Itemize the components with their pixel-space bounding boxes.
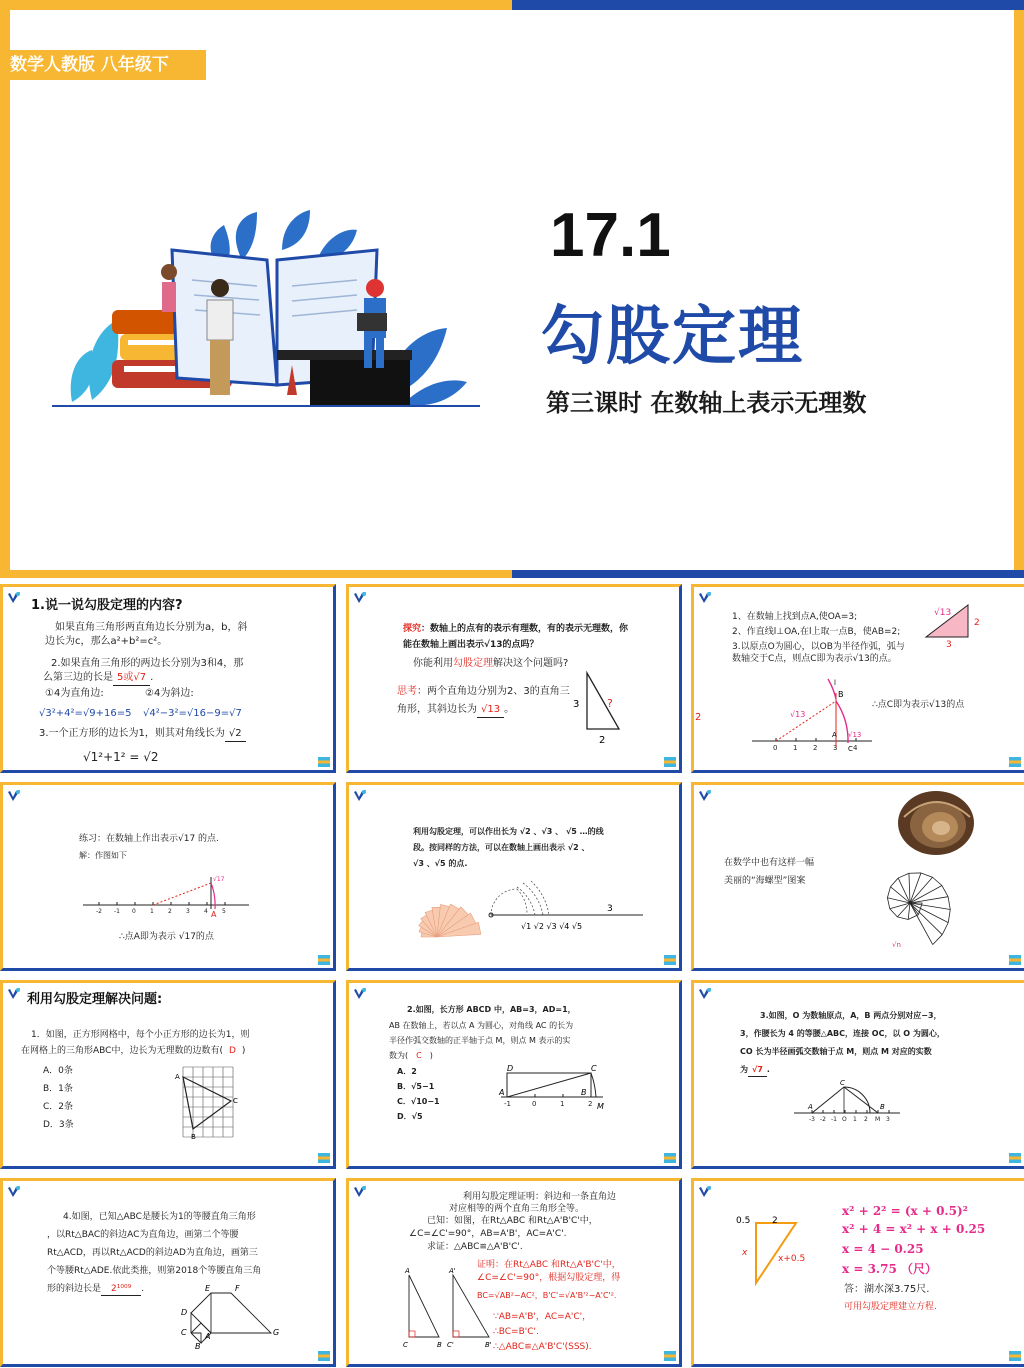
proof-line: ∵AB=A'B'，AC=A'C'， (493, 1312, 592, 1322)
text-line: 2、作直线l⊥OA,在l上取一点B，使AB=2; (732, 627, 901, 637)
number-line-figure (79, 869, 255, 919)
slide-corner-icon (1009, 955, 1021, 965)
spiral-edge (890, 909, 898, 917)
leaf-logo-icon (6, 590, 22, 606)
svg-text:A: A (499, 1088, 505, 1097)
option[interactable]: A．0条 (43, 1066, 73, 1076)
svg-text:0.5: 0.5 (736, 1216, 751, 1226)
spiral-edge (933, 935, 943, 945)
tick-label: -3 (809, 1116, 815, 1123)
text-line: 在数学中也有这样一幅 (724, 858, 815, 868)
svg-text:3: 3 (946, 640, 952, 647)
lotus-triangle-figure (736, 1213, 816, 1293)
option[interactable]: C．√10−1 (397, 1097, 440, 1106)
svg-text:√17: √17 (213, 876, 225, 883)
answer: √7 (748, 1065, 767, 1077)
svg-text:3: 3 (607, 904, 613, 914)
text-line: 2.如图，长方形 ABCD 中，AB=3，AD=1， (407, 1005, 576, 1014)
tick-label: 1 (560, 1100, 565, 1108)
option[interactable]: A．2 (397, 1067, 417, 1076)
snail-spiral-figure (858, 857, 962, 951)
answer-line: 答：湖水深3.75尺. (844, 1284, 930, 1295)
slide-corner-icon (318, 1351, 330, 1361)
spiral-edge (933, 877, 942, 885)
slide-thumbnail-8[interactable] (346, 980, 682, 1169)
text-line: ，以Rt△BAC的斜边AC为直角边，画第二个等腰 (47, 1230, 239, 1240)
answer: 5或√7 (113, 671, 150, 686)
slide-corner-icon (664, 955, 676, 965)
leaf-logo-icon (697, 788, 713, 804)
spiral-spoke (910, 873, 921, 903)
title-slide-blue-bar-top (512, 0, 1024, 10)
tick-label: -2 (96, 908, 102, 915)
text-line: √3 、√5 的点. (413, 859, 468, 868)
option[interactable]: C．2条 (43, 1102, 74, 1112)
text-line: 美丽的“海螺型”图案 (724, 876, 806, 886)
answer: C (416, 1051, 422, 1060)
equation: x² + 4 = x² + x + 0.25 (842, 1222, 986, 1236)
text-line: 3.一个正方形的边长为1，则其对角线长为 √2 (39, 727, 246, 742)
text-line: 解：作图如下 (79, 851, 127, 860)
equation: √4²−3²=√16−9=√7 (143, 708, 242, 719)
text-line: 练习：在数轴上作出表示√17 的点. (79, 834, 219, 844)
isosceles-right-sequence-figure (175, 1281, 285, 1351)
slide-thumbnail-5[interactable] (346, 782, 682, 971)
slide-corner-icon (318, 757, 330, 767)
spiral-edge (890, 878, 898, 887)
text-line: 在网格上的三角形ABC中，边长为无理数的边数有( D ) (21, 1046, 246, 1056)
spiral-fan-figure (391, 875, 483, 947)
slide-thumbnail-12[interactable] (691, 1178, 1024, 1367)
slide-corner-icon (318, 1153, 330, 1163)
root-number-line-figure (487, 877, 647, 937)
answer: √13 (477, 703, 504, 718)
text-line: 段。按同样的方法，可以在数轴上画出表示 √2 、 (413, 843, 590, 852)
svg-text:C': C' (447, 1341, 454, 1349)
stray-label: 2 (695, 712, 702, 723)
svg-text:G: G (273, 1328, 280, 1337)
tick-label: 2 (168, 908, 172, 915)
spiral-edge (921, 873, 933, 877)
tick-label: M (875, 1116, 881, 1123)
text-line: 如果直角三角形两直角边长分别为a，b，斜 (55, 622, 248, 633)
svg-text:B: B (437, 1341, 442, 1349)
svg-text:B: B (191, 1133, 196, 1141)
spiral-edge (948, 910, 950, 923)
text-line: 4.如图，已知△ABC是腰长为1的等腰直角三角形 (63, 1212, 256, 1222)
text-line: 思考：两个直角边分别为2、3的直角三 (397, 686, 570, 697)
spiral-edge (942, 923, 948, 935)
text-line: 数为( C ) (389, 1051, 433, 1060)
svg-text:√13: √13 (848, 731, 862, 739)
note: 可用勾股定理建立方程. (844, 1302, 937, 1312)
slide-thumbnail-4[interactable] (0, 782, 336, 971)
lesson-subtitle: 第三课时 在数轴上表示无理数 (546, 389, 867, 417)
leaf-logo-icon (6, 986, 22, 1002)
slide-thumbnail-1[interactable] (0, 584, 336, 773)
spiral-edge (948, 897, 950, 910)
spiral-spoke (909, 873, 910, 903)
text-line: 边长为c，那么a²+b²=c²。 (45, 636, 168, 647)
spiral-edge (887, 887, 890, 898)
leaf-logo-icon (352, 590, 368, 606)
text-line: 3.如图，O 为数轴原点，A，B 两点分别对应−3， (760, 1011, 942, 1020)
leaf-logo-icon (352, 788, 368, 804)
slide-thumbnail-6[interactable] (691, 782, 1024, 971)
tick-label: -1 (831, 1116, 837, 1123)
tick-label: 1 (793, 744, 798, 752)
svg-text:C: C (233, 1097, 238, 1105)
congruent-triangles-figure (399, 1267, 495, 1351)
svg-text:A: A (808, 1103, 813, 1111)
tick-label: O (842, 1116, 847, 1123)
tick-label: -2 (820, 1116, 826, 1123)
svg-text:C: C (848, 745, 853, 753)
leaf-logo-icon (697, 590, 713, 606)
svg-text:B: B (195, 1342, 201, 1351)
textbook-tag: 数学人教版 八年级下 (0, 50, 206, 80)
text-line: AB 在数轴上，若以点 A 为圆心，对角线 AC 的长为 (389, 1021, 574, 1030)
text-line: 3.以原点O为圆心，以OB为半径作弧，弧与 (732, 642, 905, 652)
conclusion: ∴点A即为表示 √17的点 (119, 932, 214, 942)
slide-thumbnail-9[interactable] (691, 980, 1024, 1169)
tick-label: -1 (114, 908, 120, 915)
text-line: 半径作弧交数轴的正半轴于点 M，则点 M 表示的实 (389, 1036, 571, 1045)
right-triangle-figure (569, 669, 649, 749)
illustration-ground-line (52, 405, 480, 407)
spiral-edge (887, 898, 889, 909)
svg-text:√13: √13 (790, 710, 806, 719)
svg-text:?: ? (607, 697, 613, 710)
svg-text:√13: √13 (934, 608, 952, 618)
text-line: 1、在数轴上找到点A,使OA=3; (732, 612, 858, 622)
slide-corner-icon (664, 1351, 676, 1361)
proof-line: ∴BC=B'C'. (493, 1327, 539, 1337)
text-line: 2.如果直角三角形的两边长分别为3和4，那 (51, 658, 244, 669)
text-line: 利用勾股定理证明：斜边和一条直角边 (463, 1192, 617, 1202)
text-line: 角形，其斜边长为 √13 。 (397, 703, 514, 718)
svg-text:A: A (211, 910, 217, 919)
proof-line: ∴△ABC≌△A'B'C'(SSS). (493, 1342, 592, 1352)
leaf-logo-icon (352, 986, 368, 1002)
text-line: 已知：如图，在Rt△ABC 和Rt△A'B'C'中， (427, 1216, 598, 1226)
tick-label: 1 (853, 1116, 857, 1123)
text-line: CO 长为半径画弧交数轴于点 M，则点 M 对应的实数 (740, 1047, 932, 1056)
tick-label: 4 (853, 744, 858, 752)
svg-text:D: D (181, 1308, 188, 1317)
tick-label: 2 (864, 1116, 868, 1123)
rectangle-number-line-figure (497, 1065, 607, 1115)
text-line: 么第三边的长是 5或√7 . (43, 671, 153, 686)
svg-text:B: B (880, 1103, 885, 1111)
tick-label: 3 (886, 1116, 890, 1123)
svg-text:x: x (742, 1248, 748, 1258)
svg-text:l: l (834, 679, 836, 687)
slide-thumbnail-2[interactable] (346, 584, 682, 773)
svg-text:A': A' (449, 1267, 456, 1275)
spiral-spoke (898, 878, 910, 903)
svg-text:B: B (838, 690, 844, 699)
tick-label: 5 (222, 908, 226, 915)
tick-label: 2 (813, 744, 818, 752)
equation: x = 3.75 （尺） (842, 1262, 937, 1276)
text-line: 数轴交于C点，则点C即为表示√13的点。 (732, 654, 897, 664)
tick-label: 3 (186, 908, 190, 915)
slide-thumbnail-3[interactable] (691, 584, 1024, 773)
text-line: 为 √7 . (740, 1065, 770, 1077)
text-line: ①4为直角边: (45, 688, 104, 699)
svg-text:x+0.5: x+0.5 (778, 1254, 806, 1264)
text-line: ②4为斜边: (145, 688, 194, 699)
leaf-logo-icon (697, 1184, 713, 1200)
leaf-logo-icon (697, 986, 713, 1002)
svg-text:A: A (405, 1267, 410, 1275)
spiral-edge (898, 873, 909, 878)
slide-thumbnail-11[interactable] (346, 1178, 682, 1367)
slide-thumbnail-7[interactable] (0, 980, 336, 1169)
svg-text:C: C (591, 1065, 597, 1073)
proof-line: BC=√AB²−AC²，B'C'=√A'B'²−A'C'². (477, 1291, 617, 1300)
tick-label: 0 (132, 908, 136, 915)
svg-text:F: F (235, 1284, 240, 1293)
grid-triangle-figure (173, 1063, 243, 1145)
option[interactable]: B．√5−1 (397, 1082, 435, 1091)
slide-heading: 利用勾股定理解决问题: (27, 992, 163, 1007)
text-line: 探究：数轴上的点有的表示有理数，有的表示无理数，你 (403, 624, 629, 634)
slide-corner-icon (664, 1153, 676, 1163)
svg-text:2: 2 (599, 735, 606, 746)
svg-text:M: M (597, 1102, 604, 1111)
slide-corner-icon (318, 955, 330, 965)
proof-line: 证明：在Rt△ABC 和Rt△A'B'C'中， (477, 1260, 621, 1270)
conclusion: ∴点C即为表示√13的点 (872, 700, 965, 710)
leaf-logo-icon (6, 788, 22, 804)
section-number: 17.1 (550, 201, 671, 270)
slide-corner-icon (664, 757, 676, 767)
tick-label: 1 (150, 908, 154, 915)
leaf-logo-icon (6, 1184, 22, 1200)
text-line: 你能利用勾股定理解决这个问题吗? (413, 658, 569, 669)
tick-label: 4 (204, 908, 208, 915)
slide-corner-icon (1009, 757, 1021, 767)
svg-text:2: 2 (974, 618, 980, 628)
reference-triangle (922, 601, 994, 647)
lesson-title: 勾股定理 (540, 300, 804, 374)
svg-text:C: C (840, 1079, 845, 1087)
svg-text:3: 3 (573, 699, 580, 710)
svg-text:C: C (403, 1341, 408, 1349)
tick-label: 2 (588, 1100, 593, 1108)
option[interactable]: B．1条 (43, 1084, 73, 1094)
svg-text:D: D (507, 1065, 514, 1073)
text-line: 能在数轴上画出表示√13的点吗？ (403, 640, 539, 650)
text-line: 个等腰Rt△ADE.依此类推，则第2018个等腰直角三角 (47, 1266, 262, 1276)
svg-text:√1 √2 √3 √4 √5: √1 √2 √3 √4 √5 (521, 922, 583, 931)
svg-text:√n: √n (892, 941, 901, 949)
isosceles-number-line-figure (792, 1079, 902, 1131)
text-line: Rt△ACD，再以Rt△ACD的斜边AD为直角边，画第三 (47, 1248, 258, 1258)
slide-corner-icon (1009, 1153, 1021, 1163)
text-line: ∠C=∠C'=90°，AB=A'B'，AC=A'C'. (409, 1229, 567, 1239)
title-slide-blue-bar-bottom (512, 570, 1024, 578)
equation: √1²+1² = √2 (83, 750, 159, 764)
text-line: 求证：△ABC≌△A'B'C'. (427, 1242, 523, 1252)
svg-text:A: A (832, 731, 837, 739)
option[interactable]: D．√5 (397, 1112, 423, 1121)
svg-text:E: E (205, 1284, 211, 1293)
text-line: 3，作腰长为 4 的等腰△ABC，连接 OC，以 O 为圆心， (740, 1029, 945, 1038)
tick-label: 3 (833, 744, 838, 752)
spiral-spoke (908, 903, 910, 919)
svg-text:A: A (175, 1073, 180, 1081)
tick-label: 0 (532, 1100, 537, 1108)
text-line: 1．如图，正方形网格中，每个小正方形的边长为1，则 (31, 1030, 250, 1040)
slide-heading: 1.说一说勾股定理的内容? (31, 598, 183, 613)
equation: x = 4 − 0.25 (842, 1242, 924, 1256)
spiral-spoke (910, 877, 933, 903)
svg-text:C: C (181, 1328, 187, 1337)
leaf-logo-icon (352, 1184, 368, 1200)
answer: D (228, 1046, 236, 1056)
text-line: 对应相等的两个直角三角形全等。 (449, 1204, 585, 1214)
option[interactable]: D．3条 (43, 1120, 74, 1130)
answer: 2¹⁰⁰⁹ (101, 1283, 141, 1296)
svg-text:A: A (205, 1332, 211, 1341)
slide-corner-icon (1009, 1351, 1021, 1361)
proof-line: ∠C=∠C'=90°，根据勾股定理，得 (477, 1273, 621, 1283)
svg-text:2: 2 (772, 1216, 778, 1226)
spiral-edge (942, 886, 948, 897)
svg-text:B': B' (485, 1341, 492, 1349)
equation: x² + 2² = (x + 0.5)² (842, 1204, 968, 1218)
tick-label: -1 (504, 1100, 511, 1108)
svg-text:B: B (581, 1088, 587, 1097)
equation: √3²+4²=√9+16=5 (39, 708, 132, 719)
slide-thumbnail-10[interactable] (0, 1178, 336, 1367)
ammonite-shell-image (894, 787, 976, 857)
text-line: 利用勾股定理，可以作出长为 √2 、√3 、 √5 …的线 (413, 827, 604, 836)
text-line: 形的斜边长是 2¹⁰⁰⁹ . (47, 1283, 144, 1296)
tick-label: 0 (773, 744, 778, 752)
spiral-edge (897, 917, 908, 920)
reading-illustration (52, 210, 482, 410)
number-line-figure (748, 673, 878, 755)
